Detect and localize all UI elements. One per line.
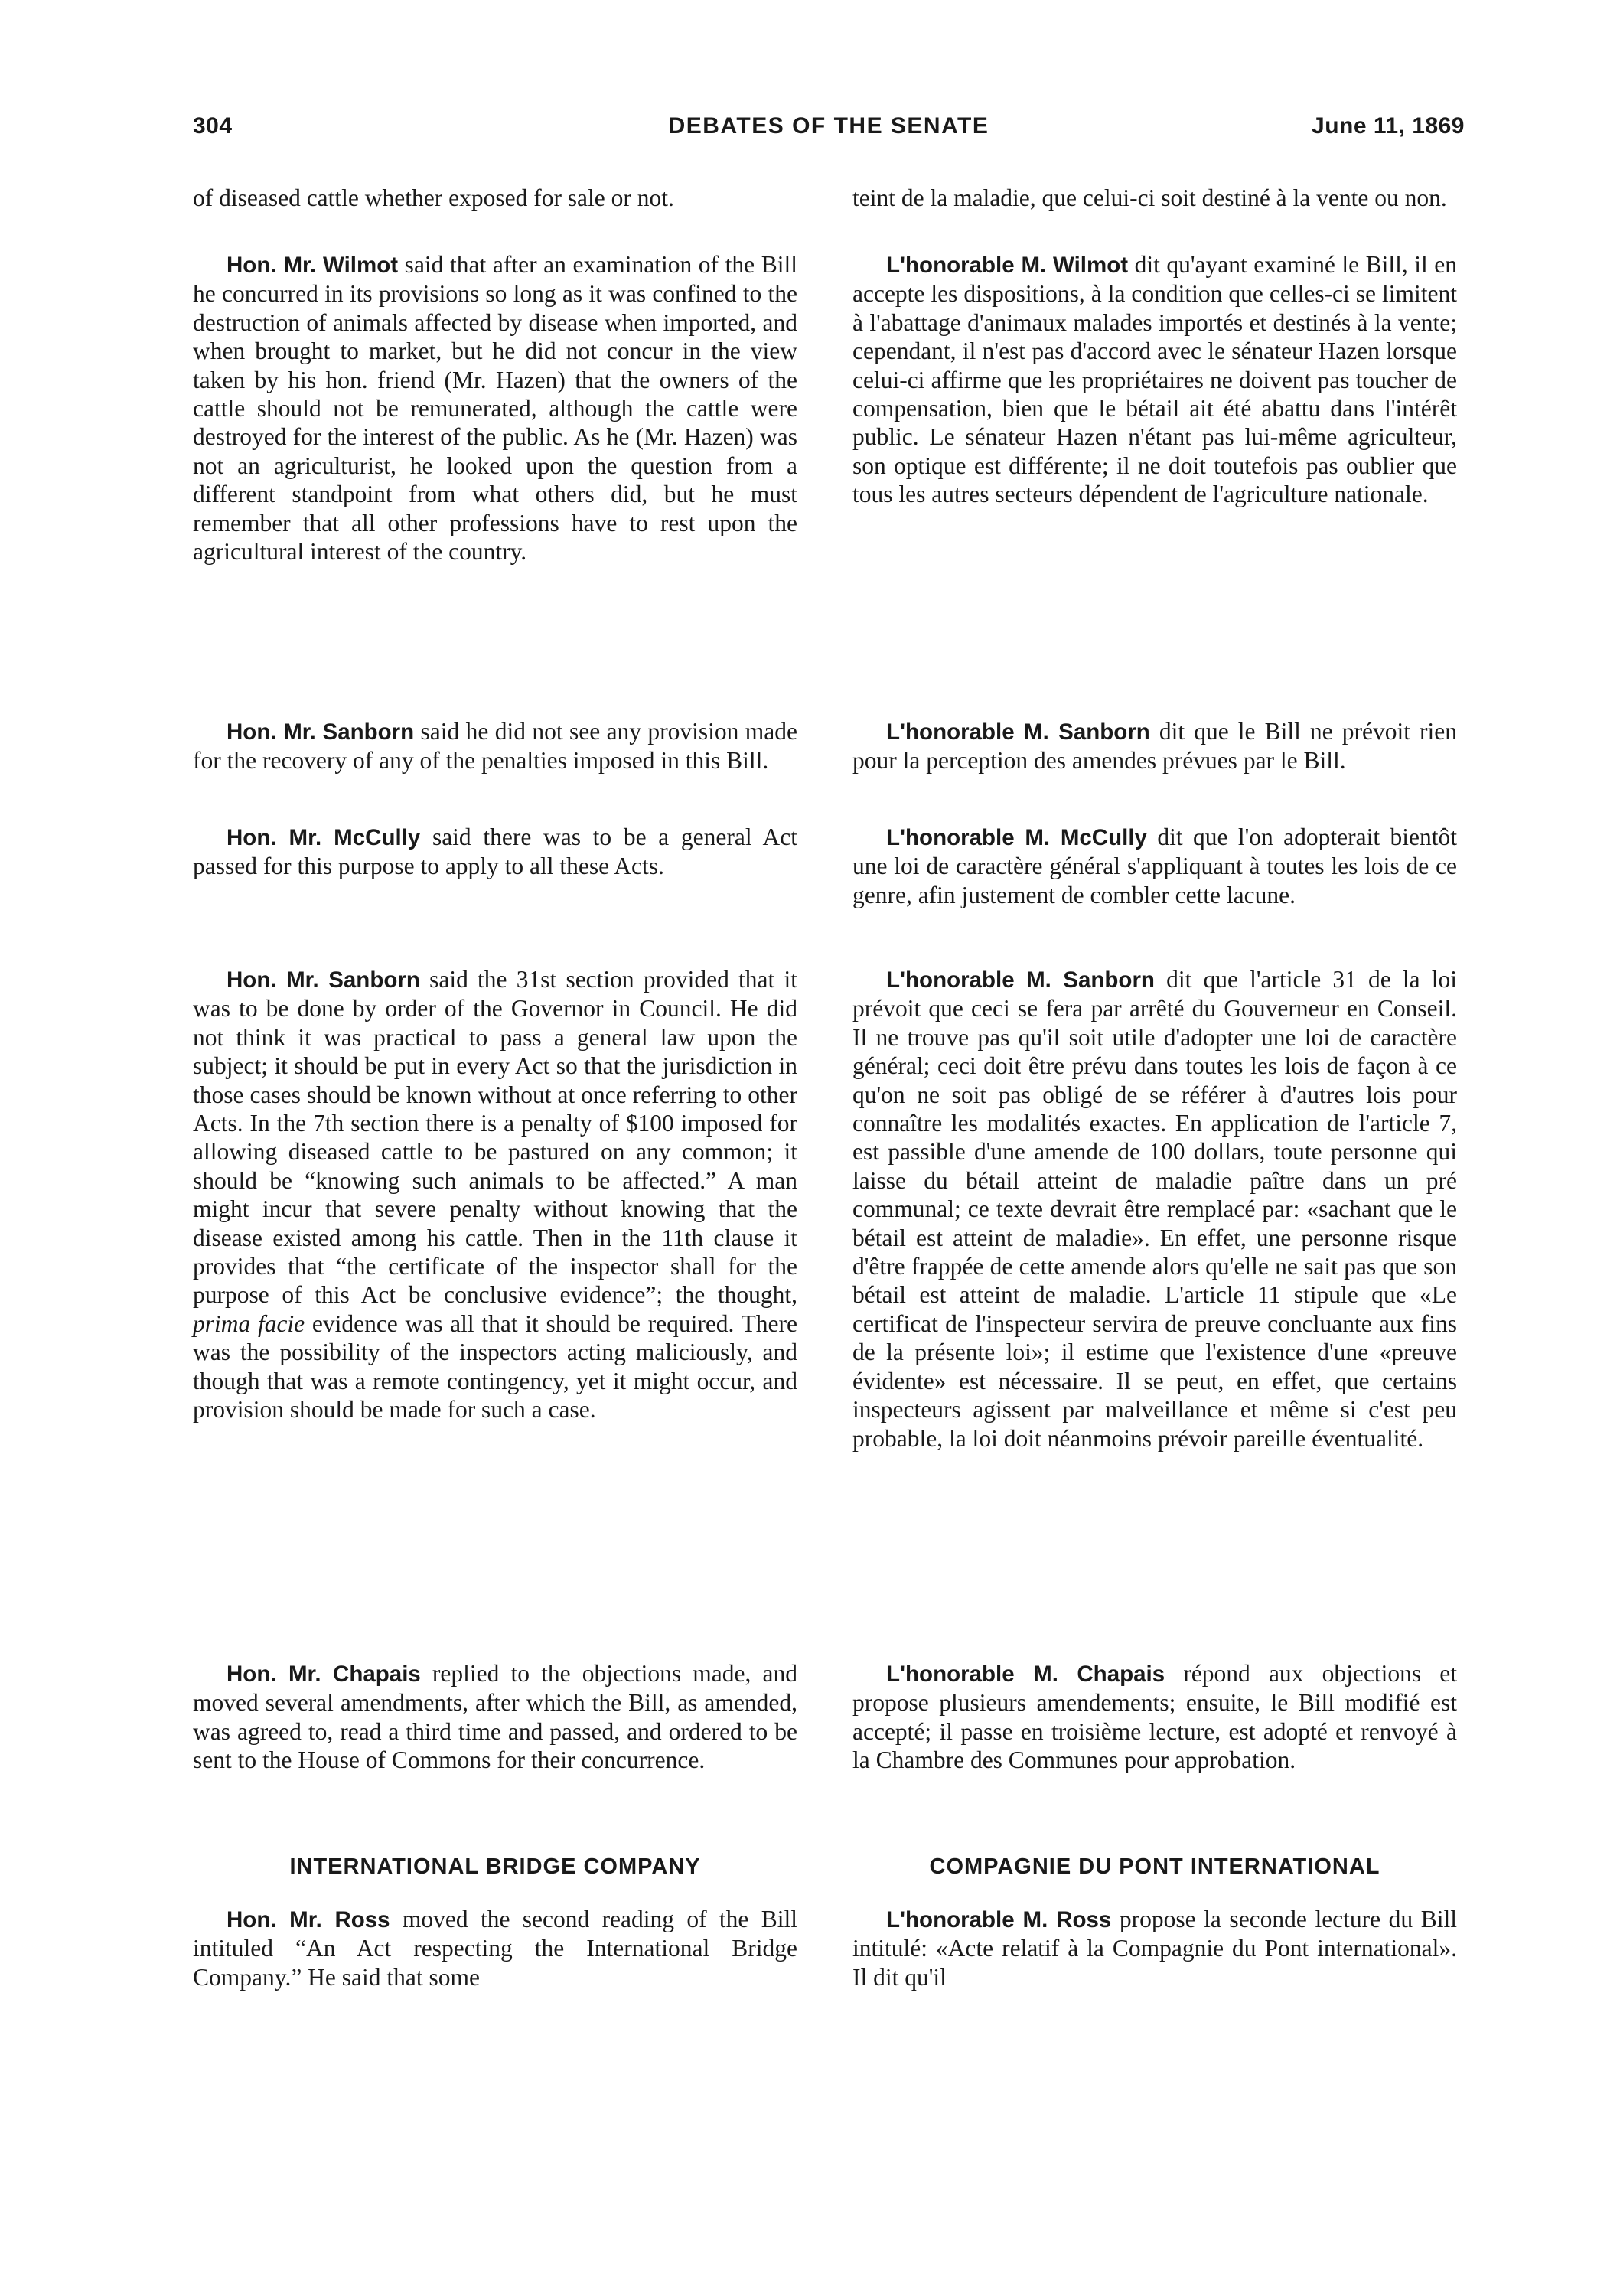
speaker-name: L'honorable M. McCully xyxy=(886,825,1147,850)
speaker-name: Hon. Mr. Sanborn xyxy=(227,719,415,745)
paragraph-text: répond aux objections et propose plusieurs amendements; ensuite, le Bill modifié est accepté; il passe en troisième lecture, est adopté et renvoyé à la Chambre des Communes pour approbation. xyxy=(852,1660,1457,1774)
french-paragraph-mccully xyxy=(852,823,1457,909)
speaker-name: Hon. Mr. Ross xyxy=(227,1907,390,1932)
speaker-name: Hon. Mr. Sanborn xyxy=(227,967,420,993)
paragraph-text: dit que le Bill ne prévoit rien pour la perception des amendes prévues par le Bill. xyxy=(852,718,1457,775)
paragraph-text: propose la seconde lecture du Bill intitulé: «Acte relatif à la Compagnie du Pont international». Il dit qu'il xyxy=(852,1906,1458,1991)
french-paragraph-wilmot xyxy=(852,250,1457,509)
paragraph-text: said the 31st section provided that it was to be done by order of the Governor in Council. He did not think it was practical to pass a general law upon the subject; it should be put in every Act so that the jurisdiction in those cases should be known without at once referring to other Acts. In the 7th section there is a penalty of $100 imposed for allowing diseased cattle to be pastured on any common; it should be “knowing such animals to be affected.” A man might incur that severe penalty without knowing that the disease existed among his cattle. Then in the 11th clause it provides that “the certificate of the inspector shall for the purpose of this Act be conclusive evidence”; the thought, xyxy=(193,966,798,1309)
speaker-name: Hon. Mr. Wilmot xyxy=(227,253,399,278)
french-paragraph-sanborn-1 xyxy=(852,717,1457,775)
paragraph-text: said there was to be a general Act passed for this purpose to apply to all these Acts. xyxy=(193,823,797,880)
speaker-name: L'honorable M. Sanborn xyxy=(886,967,1155,993)
paragraph-text: said he did not see any provision made for the recovery of any of the penalties imposed in this Bill. xyxy=(193,718,797,775)
english-paragraph-ross xyxy=(193,1905,797,1991)
speaker-name: L'honorable M. Sanborn xyxy=(886,719,1150,745)
speaker-name: Hon. Mr. McCully xyxy=(227,825,421,850)
english-paragraph-sanborn-2 xyxy=(193,965,797,1424)
paragraph-text: dit qu'ayant examiné le Bill, il en accepte les dispositions, à la condition que celles-ci se limitent à l'abattage d'animaux malades importés et destinés à la vente; cependant, il n'est pas d'accord avec le sénateur Hazen lorsque celui-ci affirme que les propriétaires ne doivent pas toucher de compensation, bien que le bétail ait été abattu dans l'intérêt public. Le sénateur Hazen n'étant pas lui-même agriculteur, son optique est différente; il ne doit toutefois pas oublier que tous les autres secteurs dépendent de l'agriculture nationale. xyxy=(852,251,1457,508)
italic-phrase: prima facie xyxy=(193,1309,305,1337)
speaker-name: Hon. Mr. Chapais xyxy=(227,1662,421,1687)
paragraph-text: dit que l'on adopterait bientôt une loi de caractère général s'appliquant à toutes les lois de ce genre, afin justement de combler cette lacune. xyxy=(852,823,1457,908)
english-paragraph-sanborn-1 xyxy=(193,717,797,775)
paragraph-text: evidence was all that it should be required. There was the possibility of the inspectors acting maliciously, and though that was a remote contingency, yet it might occur, and provision should be made for such a case. xyxy=(193,1309,797,1424)
french-paragraph-continuation xyxy=(852,184,1457,212)
french-paragraph-chapais xyxy=(852,1659,1457,1775)
paragraph-text: dit que l'article 31 de la loi prévoit que ceci se fera par arrêté du Gouverneur en Conseil. Il ne trouve pas qu'il soit utile d'adopter une loi de caractère général; ceci doit être prévu dans toutes les lois de façon à ce qu'on ne soit pas obligé de se référer à d'autres lois pour connaître les modalités exactes. En application de l'article 7, est passible d'une amende de 100 dollars, toute personne qui laisse du bétail atteint de maladie paître dans un pré communal; ce texte devrait être remplacé par: «sachant que le bétail est atteint de maladie». En effet, une personne risque d'être frappée de cette amende alors qu'elle ne sait pas que son bétail est atteint de maladie. L'article 11 stipule que «Le certificat de l'inspecteur servira de preuve concluante aux fins de la présente loi»; il estime que l'existence d'une «preuve évidente» est nécessaire. Il se peut, en effet, que certains inspecteurs agissent par malveillance et même si c'est peu probable, la loi doit néanmoins prévoir pareille éventualité. xyxy=(852,966,1457,1452)
english-paragraph-chapais xyxy=(193,1659,797,1775)
speaker-name: L'honorable M. Chapais xyxy=(886,1662,1165,1687)
paragraph-text: of diseased cattle whether exposed for sale or not. xyxy=(193,184,674,211)
paragraph-text: teint de la maladie, que celui-ci soit destiné à la vente ou non. xyxy=(852,184,1447,211)
french-paragraph-sanborn-2 xyxy=(852,965,1457,1453)
paragraph-text: replied to the objections made, and moved several amendments, after which the Bill, as amended, was agreed to, read a third time and passed, and ordered to be sent to the House of Commons for their concurrence. xyxy=(193,1660,797,1774)
english-paragraph-continuation xyxy=(193,184,797,212)
speaker-name: L'honorable M. Ross xyxy=(886,1907,1112,1932)
english-paragraph-wilmot xyxy=(193,250,797,566)
english-paragraph-mccully xyxy=(193,823,797,881)
french-section-heading: COMPAGNIE DU PONT INTERNATIONAL xyxy=(929,1854,1380,1879)
page-date: June 11, 1869 xyxy=(1312,113,1465,139)
page-number: 304 xyxy=(193,113,233,139)
page-title: DEBATES OF THE SENATE xyxy=(668,113,989,139)
paragraph-text: said that after an examination of the Bill he concurred in its provisions so long as it was confined to the destruction of animals affected by disease when imported, and when brought to market, but he did not concur in the view taken by his hon. friend (Mr. Hazen) that the owners of the cattle should not be remunerated, although the cattle were destroyed for the interest of the public. As he (Mr. Hazen) was not an agriculturist, he looked upon the question from a different standpoint from what others did, but he must remember that all other professions have to rest upon the agricultural interest of the country. xyxy=(193,251,798,566)
paragraph-text: moved the second reading of the Bill intituled “An Act respecting the International Bridge Company.” He said that some xyxy=(193,1906,797,1991)
speaker-name: L'honorable M. Wilmot xyxy=(886,253,1129,278)
page-header xyxy=(193,113,1465,148)
english-section-heading: INTERNATIONAL BRIDGE COMPANY xyxy=(289,1854,701,1879)
french-paragraph-ross xyxy=(852,1905,1457,1991)
